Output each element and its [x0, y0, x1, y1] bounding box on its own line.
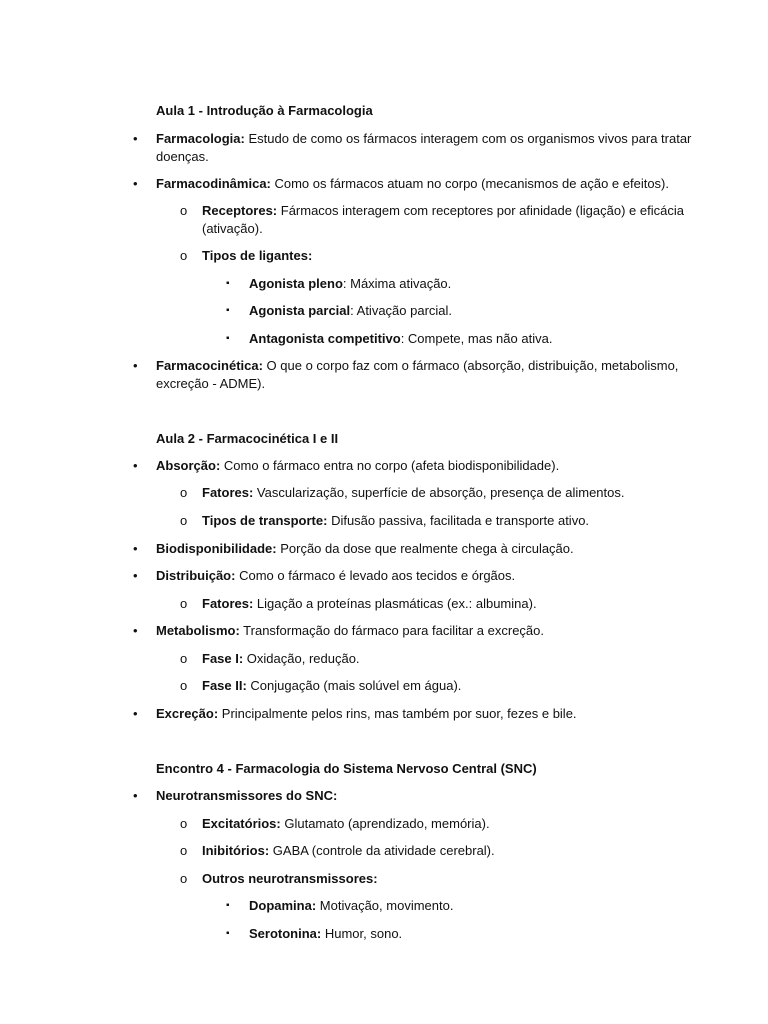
- bullet-marker: •: [133, 541, 138, 556]
- bullet-marker: •: [133, 358, 138, 373]
- square-marker: ▪: [226, 305, 230, 316]
- circle-marker: o: [180, 248, 188, 263]
- circle-marker: o: [180, 843, 188, 858]
- circle-marker: o: [180, 678, 188, 693]
- square-marker: ▪: [226, 928, 230, 939]
- bullet-marker: •: [133, 623, 138, 638]
- circle-marker: o: [180, 596, 188, 611]
- circle-marker: o: [180, 816, 188, 831]
- square-marker: ▪: [226, 278, 230, 289]
- circle-marker: o: [180, 203, 188, 218]
- bullet-marker: •: [133, 568, 138, 583]
- circle-marker: o: [180, 513, 188, 528]
- circle-marker: o: [180, 871, 188, 886]
- bullet-marker: •: [133, 458, 138, 473]
- bullet-marker: •: [133, 706, 138, 721]
- bullet-marker: •: [133, 788, 138, 803]
- bullet-marker: •: [133, 131, 138, 146]
- document-page: Aula 1 - Introdução à Farmacologia • Farmacologia: Estudo de como os fármacos interagem com os organismos vivos para tratar doenças. • Farmacodinâmica: Como os fármacos atuam no corpo (mecanismos de ação e efeitos). o Receptores: Fármacos interagem com receptores por afinidade (ligação) e eficácia (ativação). o Tipos de ligantes: ▪ Agonista pleno: Máxima ativação. ▪ Agonista parcial: Ativação parcial. ▪ Antagonista competitivo: Compete, mas não ativa. • Farmacocinética: O que o corpo faz com o fármaco (absorção, distribuição, metabolismo, excreção - ADME). Aula 2 - Farmacocinética I e II • Absorção: Como o fármaco entra no corpo (afeta biodisponibilidade). o Fatores: Vascularização, superfície de absorção, presença de alimentos. o Tipos de transporte: Difusão passiva, facilitada e transporte ativo. • Biodisponibilidade: Porção da dose que realmente chega à circulação. • Distribuição: Como o fármaco é levado aos tecidos e órgãos. o Fatores: Ligação a proteínas plasmáticas (ex.: albumina). • Metabolismo: Transformação do fármaco para facilitar a excreção. o Fase I: Oxidação, redução. o Fase II: Conjugação (mais solúvel em água). • Excreção: Principalmente pelos rins, mas também por suor, fezes e bile. Encontro 4 - Farmacologia do Sistema Nervoso Central (SNC) • Neurotransmissores do SNC: o Excitatórios: Glutamato (aprendizado, memória). o Inibitórios: GABA (controle da atividade cerebral). o Outros neurotransmissores: ▪ Dopamina: Motivação, movimento. ▪ Serotonina: Humor, sono.: [133, 103, 692, 941]
- circle-marker: o: [180, 485, 188, 500]
- square-marker: ▪: [226, 900, 230, 911]
- bullet-marker: •: [133, 176, 138, 191]
- circle-marker: o: [180, 651, 188, 666]
- square-marker: ▪: [226, 333, 230, 344]
